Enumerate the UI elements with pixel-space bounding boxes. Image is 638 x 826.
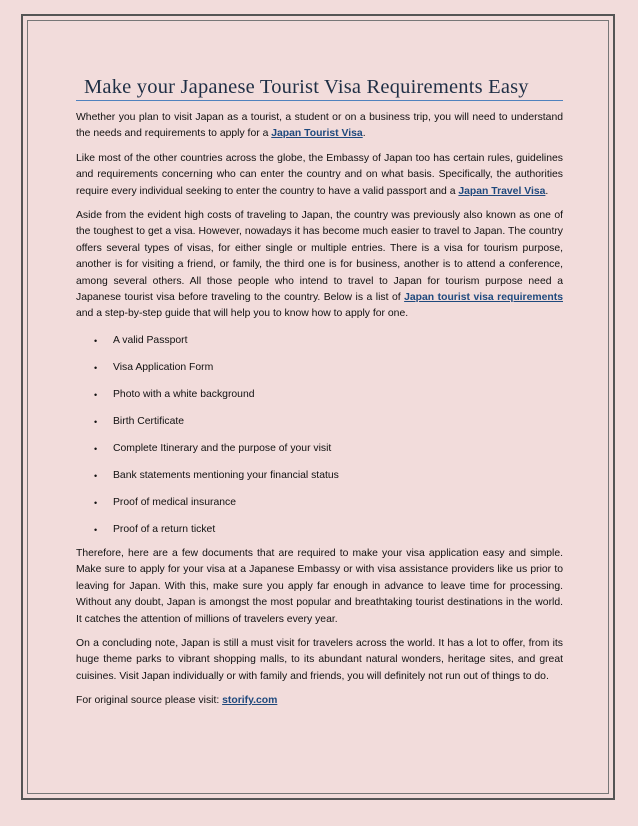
bullet-icon: • xyxy=(94,497,98,508)
requirements-list xyxy=(76,334,563,545)
source-label: For original source please visit: xyxy=(76,695,223,707)
visa-types-paragraph xyxy=(76,208,563,323)
japan-tourist-visa-link[interactable]: Japan Tourist Visa xyxy=(271,128,363,140)
list-item-label: Proof of a return ticket xyxy=(113,523,216,535)
list-item xyxy=(76,496,563,523)
list-item-label: Proof of medical insurance xyxy=(113,496,237,508)
japan-tourist-visa-requirements-link[interactable]: Japan tourist visa requirements xyxy=(404,292,563,304)
intro-text: Whether you plan to visit Japan as a tourist, a student or on a business trip, you will need to understand the needs and requirements to apply for a xyxy=(76,112,563,140)
intro-paragraph xyxy=(76,110,563,143)
bullet-icon: • xyxy=(94,389,98,400)
list-item-label: Complete Itinerary and the purpose of your visit xyxy=(113,442,332,454)
intro-end: . xyxy=(362,128,366,140)
list-item-label: Photo with a white background xyxy=(113,388,255,400)
list-item-label: Birth Certificate xyxy=(113,415,185,427)
list-item xyxy=(76,469,563,496)
list-item xyxy=(76,523,563,545)
conclusion-paragraph: On a concluding note, Japan is still a must visit for travelers across the world. It has a lot to offer, from its huge theme parks to vibrant shopping malls, to its abundant natural wonders, heritage sites, and great cuisines. Visit Japan individually or with family and friends, you will definitely not run out of things to do. xyxy=(76,637,563,682)
list-item-label: A valid Passport xyxy=(113,334,188,346)
rules-end: . xyxy=(545,185,549,197)
list-item xyxy=(76,361,563,388)
bullet-icon: • xyxy=(94,443,98,454)
rules-paragraph xyxy=(76,151,563,200)
bullet-icon: • xyxy=(94,335,98,346)
storify-link[interactable]: storify.com xyxy=(222,695,278,707)
bullet-icon: • xyxy=(94,362,98,373)
document-body xyxy=(76,75,563,710)
list-item xyxy=(76,415,563,442)
visa-types-end: and a step-by-step guide that will help you to know how to apply for one. xyxy=(76,308,409,320)
rules-text: Like most of the other countries across the globe, the Embassy of Japan too has certain rules, guidelines and requirements concerning who can enter the country and on what basis. Specifically, the authorities require every individual seeking to enter the country to have a valid passport and a xyxy=(76,152,563,197)
japan-travel-visa-link[interactable]: Japan Travel Visa xyxy=(458,185,546,197)
list-item xyxy=(76,334,563,361)
source-paragraph xyxy=(76,693,563,709)
documents-paragraph: Therefore, here are a few documents that are required to make your visa application easy and simple. Make sure to apply for your visa at a Japanese Embassy or with visa assistance providers like us prior to leaving for Japan. With this, make sure you apply far enough in advance to leave time for processing. Without any doubt, Japan is amongst the most popular and breathtaking tourist destinations in the world. It catches the attention of millions of travelers every year. xyxy=(76,547,563,625)
page-title: Make your Japanese Tourist Visa Requirements Easy xyxy=(76,75,563,101)
bullet-icon: • xyxy=(94,470,98,481)
list-item xyxy=(76,442,563,469)
bullet-icon: • xyxy=(94,416,98,427)
visa-types-text: Aside from the evident high costs of traveling to Japan, the country was previously also known as one of the toughest to get a visa. However, nowadays it has become much easier to travel to Japan. The country offers several types of visas, for either single or multiple entries. There is a visa for tourism purpose, another is for visiting a friend, or family, the third one is for business, another is to attend a conference, among several others. All those people who intend to travel to Japan for tourism purpose need a Japanese tourist visa before traveling to the country. Below is a list of xyxy=(76,210,563,304)
list-item-label: Bank statements mentioning your financial status xyxy=(113,469,339,481)
bullet-icon: • xyxy=(94,524,98,535)
list-item xyxy=(76,388,563,415)
list-item-label: Visa Application Form xyxy=(113,361,214,373)
